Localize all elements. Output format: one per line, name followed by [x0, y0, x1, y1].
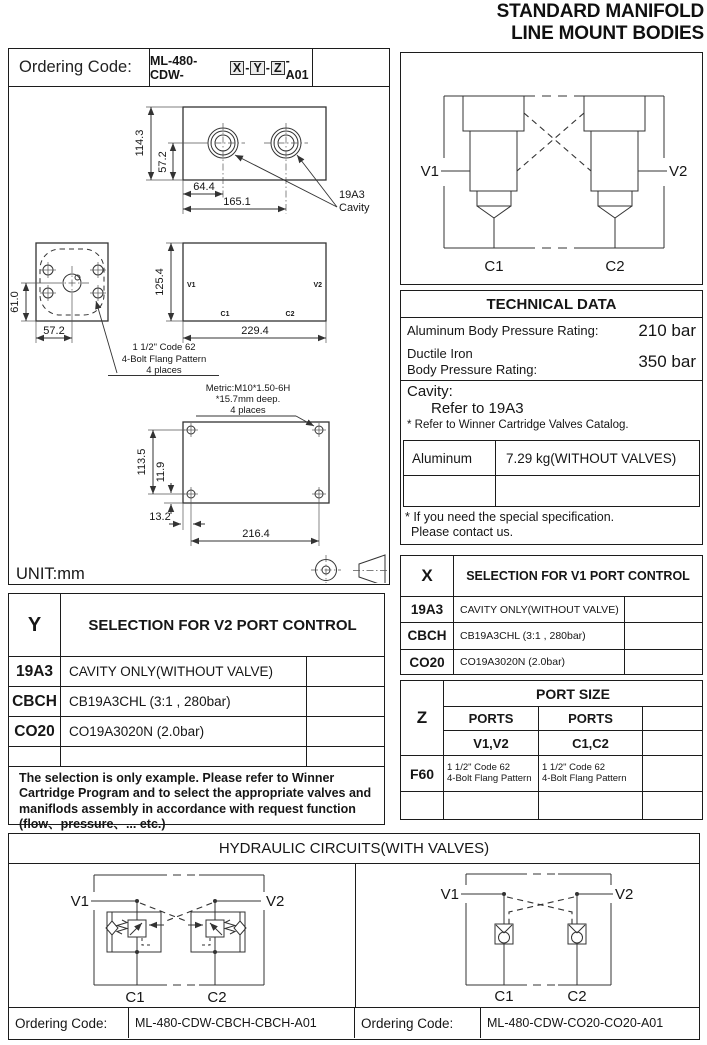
- schematic-panel: [400, 52, 703, 285]
- dim-61-0: 61.0: [9, 291, 21, 313]
- metric-note-line3: 4 places: [230, 405, 266, 416]
- selection-y-title: SELECTION FOR V2 PORT CONTROL: [88, 616, 357, 634]
- flange-note-line2: 4-Bolt Flang Pattern: [121, 354, 207, 365]
- bottom-view-drawing: [136, 383, 329, 546]
- ports-header-empty: [643, 707, 702, 730]
- port-size-left-col: [401, 681, 444, 819]
- co20-c1: C1: [494, 988, 514, 1005]
- ordering-label-left: Ordering Code:: [9, 1008, 129, 1038]
- row-desc: CB19A3CHL (3:1 , 280bar): [460, 629, 586, 642]
- schematic-cartridge-right: [584, 96, 645, 248]
- co20-pilot-cross: [507, 897, 574, 924]
- co20-check-right: [568, 894, 586, 985]
- ordering-code-strip: [9, 49, 389, 87]
- schematic-c1: C1: [484, 258, 504, 275]
- dim-57-2-top: 57.2: [157, 151, 169, 173]
- ductile-rating-value: 350 bar: [638, 352, 696, 371]
- empty-cell: [643, 792, 702, 819]
- ordering-label-right: Ordering Code:: [355, 1008, 481, 1038]
- cbch-body-outline: [94, 875, 264, 985]
- side-port-c2: C2: [285, 311, 295, 318]
- schematic-v2: V2: [669, 163, 688, 180]
- dim-229-4: 229.4: [241, 325, 269, 337]
- side-view-drawing: [154, 243, 326, 343]
- dimension-drawings: [9, 87, 388, 583]
- pressure-rating-aluminum-row: [401, 318, 702, 344]
- aluminum-rating-label: Aluminum Body Pressure Rating:: [407, 323, 599, 339]
- cavity-callout-line1: 19A3: [339, 189, 365, 201]
- row-code-empty: [9, 747, 61, 766]
- weight-row: [404, 441, 699, 475]
- row-empty: [306, 717, 384, 746]
- circuit-co20-diagram: [356, 864, 699, 1007]
- port-size-left-empty: [401, 792, 443, 819]
- port-size-empty-row: [444, 792, 702, 819]
- schematic-v1: V1: [420, 163, 439, 180]
- footnote-line1: * If you need the special specification.: [405, 510, 615, 524]
- f60-cell-line1: 1 1/2" Code 62: [447, 761, 511, 773]
- ports-sub-row: [444, 731, 702, 756]
- ordering-suffix: -A01: [285, 53, 309, 82]
- f60-cell-1: [444, 756, 539, 791]
- ordering-code-label: Ordering Code:: [19, 58, 132, 76]
- weight-value: 7.29 kg(WITHOUT VALVES): [506, 450, 677, 466]
- cavity-value: Refer to 19A3: [431, 400, 524, 417]
- row-empty: [306, 687, 384, 716]
- selection-x-table: [400, 555, 703, 675]
- ductile-label-line1: Ductile Iron: [407, 346, 473, 362]
- ordering-code-value: [149, 49, 313, 86]
- side-port-v2: V2: [313, 282, 322, 289]
- schematic-body-outline: [444, 96, 664, 248]
- selection-x-row-0: [401, 596, 702, 622]
- weight-empty-cell2: [496, 476, 699, 506]
- metric-note-line1: Metric:M10*1.50-6H: [205, 383, 291, 394]
- weight-empty-row: [404, 475, 699, 506]
- cavity-note: * Refer to Winner Cartridge Valves Catalog.: [407, 419, 629, 431]
- flange-view-drawing: [9, 243, 219, 376]
- row-code: CO20: [9, 717, 61, 746]
- row-empty: [624, 650, 702, 675]
- ordering-value-left: ML-480-CDW-CBCH-CBCH-A01: [129, 1008, 355, 1038]
- f60-cell-2: [539, 756, 643, 791]
- row-desc: CAVITY ONLY(WITHOUT VALVE): [460, 603, 619, 616]
- pressure-rating-ductile-row: [401, 344, 702, 381]
- side-port-c1: C1: [220, 311, 230, 318]
- co20-check-left: [495, 894, 513, 985]
- flange-note-line1: 1 1/2" Code 62: [132, 342, 196, 353]
- row-empty: [306, 747, 384, 766]
- dim-114-3: 114.3: [134, 129, 146, 157]
- aluminum-rating-value: 210 bar: [638, 321, 696, 340]
- selection-y-row-1: [9, 686, 384, 716]
- drawings-panel: [8, 48, 390, 585]
- ductile-label-line2: Body Pressure Rating:: [407, 362, 538, 377]
- weight-table: [403, 440, 700, 507]
- selection-y-row-2: [9, 716, 384, 746]
- ports-sub-1: V1,V2: [444, 731, 539, 755]
- row-desc: CB19A3CHL (3:1 , 280bar): [69, 694, 231, 709]
- co20-c2: C2: [567, 988, 587, 1005]
- selection-y-header: [9, 594, 384, 656]
- selection-note: The selection is only example. Please refer to Winner Cartridge Program and to select the appropriate valves and maniflods assembly in accordance with request function (flow、pressure、... etc.): [9, 766, 384, 836]
- footnote-line2: Please contact us.: [411, 525, 514, 539]
- technical-footnote: [401, 507, 702, 540]
- page-title-line2: LINE MOUNT BODIES: [511, 22, 704, 44]
- selection-x-header: [401, 556, 702, 596]
- selection-x-code: X: [401, 556, 454, 596]
- row-code: CBCH: [401, 623, 454, 648]
- selection-y-row-0: [9, 656, 384, 686]
- empty-cell: [539, 792, 643, 819]
- cbch-c1: C1: [125, 989, 145, 1006]
- row-code: 19A3: [401, 597, 454, 622]
- flange-note-line3: 4 places: [146, 365, 182, 376]
- cbch-valve-left: [106, 901, 164, 985]
- cbch-v2: V2: [266, 893, 285, 910]
- top-view-drawing: [134, 107, 370, 214]
- ports-sub-empty: [643, 731, 702, 755]
- schematic-pilot-cross: [517, 113, 591, 171]
- row-empty: [624, 597, 702, 622]
- ordering-z-box: Z: [271, 61, 285, 75]
- row-empty: [624, 623, 702, 648]
- co20-body-outline: [466, 874, 611, 985]
- port-size-code: Z: [401, 681, 443, 756]
- weight-material: Aluminum: [404, 441, 496, 475]
- row-code: 19A3: [9, 657, 61, 686]
- dim-64-4: 64.4: [193, 181, 215, 193]
- circuit-co20: [356, 864, 699, 1007]
- port-size-row-code: F60: [401, 756, 443, 792]
- co20-v2: V2: [615, 886, 634, 903]
- ports-header-2: PORTS: [539, 707, 643, 730]
- row-empty: [306, 657, 384, 686]
- row-desc: CO19A3020N (2.0bar): [69, 724, 205, 739]
- cavity-info-block: [401, 381, 702, 440]
- hydraulic-circuits-title: HYDRAULIC CIRCUITS(WITH VALVES): [9, 834, 699, 864]
- circuits-ordering-row: [9, 1007, 699, 1038]
- cbch-c2: C2: [207, 989, 227, 1006]
- page-title-line1: STANDARD MANIFOLD: [496, 1, 704, 22]
- row-desc: CAVITY ONLY(WITHOUT VALVE): [69, 664, 274, 679]
- row-desc: CO19A3020N (2.0bar): [460, 656, 566, 669]
- circuit-cbch-diagram: [9, 864, 354, 1007]
- row-code: CBCH: [9, 687, 61, 716]
- cavity-callout-line2: Cavity: [339, 202, 370, 214]
- cavity-label: Cavity:: [407, 383, 453, 400]
- selection-x-title: SELECTION FOR V1 PORT CONTROL: [466, 569, 690, 583]
- dim-13-2: 13.2: [149, 511, 171, 523]
- port-size-title: PORT SIZE: [444, 681, 702, 707]
- dim-11-9: 11.9: [155, 461, 167, 483]
- row-desc-empty: [61, 747, 306, 766]
- manifold-schematic: [401, 53, 701, 283]
- dim-216-4: 216.4: [242, 528, 270, 540]
- selection-y-table: [8, 593, 385, 831]
- ordering-y-box: Y: [250, 61, 264, 75]
- ordering-dash1: -: [245, 60, 250, 75]
- ports-header-1: PORTS: [444, 707, 539, 730]
- schematic-cartridge-left: [463, 96, 524, 248]
- unit-label: UNIT:mm: [16, 565, 85, 583]
- side-port-v1: V1: [187, 282, 196, 289]
- row-code: CO20: [401, 650, 454, 675]
- f60-cell-empty: [643, 756, 702, 791]
- schematic-c2: C2: [605, 258, 625, 275]
- selection-y-empty-row: [9, 746, 384, 766]
- selection-x-row-1: [401, 622, 702, 648]
- ordering-x-box: X: [230, 61, 244, 75]
- f60-row: [444, 756, 702, 792]
- f60-cell-line1: 1 1/2" Code 62: [542, 761, 606, 773]
- metric-note-line2: *15.7mm deep.: [215, 394, 281, 405]
- empty-cell: [444, 792, 539, 819]
- ports-header-row: [444, 707, 702, 731]
- f60-cell-line2: 4-Bolt Flang Pattern: [447, 772, 532, 784]
- dim-125-4: 125.4: [154, 268, 166, 296]
- ordering-prefix: ML-480-CDW-: [150, 53, 198, 82]
- technical-data-title: TECHNICAL DATA: [401, 291, 702, 318]
- cbch-valve-right: [188, 901, 246, 985]
- page-title: [497, 1, 704, 44]
- technical-data-panel: [400, 290, 703, 545]
- dim-57-2-flange: 57.2: [43, 325, 65, 337]
- ductile-rating-label: [407, 346, 638, 377]
- port-size-table: [400, 680, 703, 820]
- dim-165-1: 165.1: [223, 196, 251, 208]
- hydraulic-circuits-panel: [8, 833, 700, 1040]
- co20-v1: V1: [440, 886, 459, 903]
- f60-cell-line2: 4-Bolt Flang Pattern: [542, 772, 627, 784]
- port-size-right-cols: [444, 681, 702, 819]
- ordering-dash2: -: [265, 60, 270, 75]
- circuits-body: [9, 864, 699, 1007]
- circuit-cbch: [9, 864, 356, 1007]
- ordering-value-right: ML-480-CDW-CO20-CO20-A01: [487, 1016, 664, 1030]
- selection-y-code: Y: [9, 594, 61, 656]
- cbch-v1: V1: [70, 893, 89, 910]
- ports-sub-2: C1,C2: [539, 731, 643, 755]
- projection-symbols: [311, 555, 388, 583]
- dim-113-5: 113.5: [136, 448, 148, 476]
- weight-empty-cell1: [404, 476, 496, 506]
- selection-x-row-2: [401, 649, 702, 675]
